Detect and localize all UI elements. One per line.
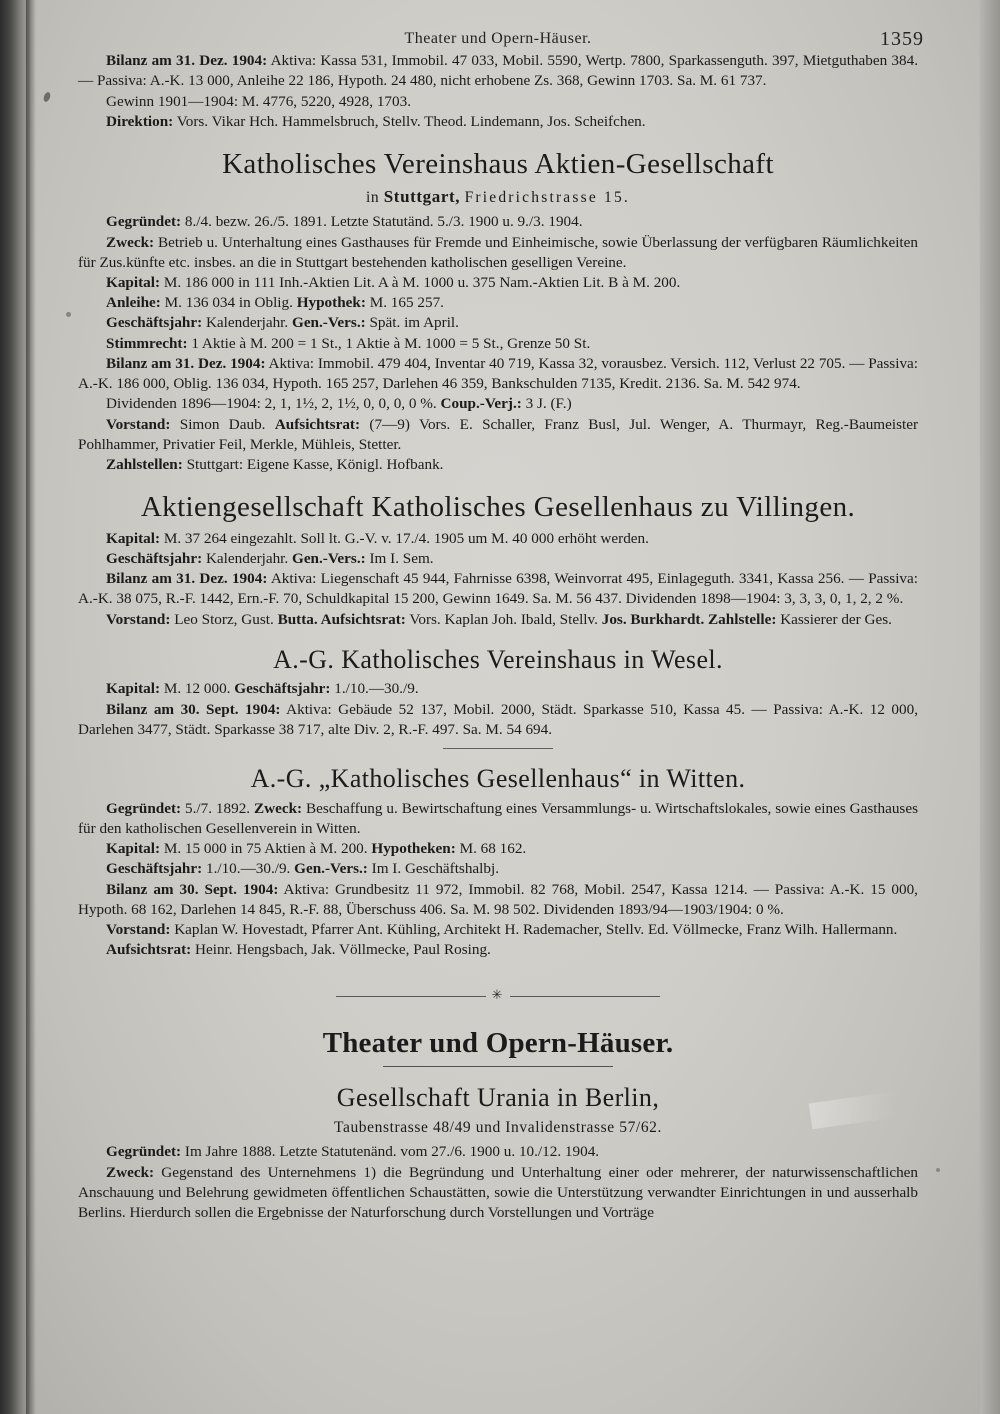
entry-line: Kapital: M. 12 000. Geschäftsjahr: 1./10.—30./9. — [106, 680, 419, 698]
page-number: 1359 — [880, 28, 924, 50]
entry-line: Zahlstellen: Stuttgart: Eigene Kasse, Königl. Hofbank. — [106, 455, 444, 473]
entry-line: Kapital: M. 186 000 in 111 Inh.-Aktien Lit. A à M. 1000 u. 375 Nam.-Aktien Lit. B à M. 200. — [106, 273, 681, 291]
company-title: Aktiengesellschaft Katholisches Gesellenhaus zu Villingen. — [140, 491, 856, 524]
ornament-glyph: ✳ — [491, 987, 505, 1003]
entry-line: Geschäftsjahr: 1./10.—30./9. Gen.-Vers.: Im I. Geschäftshalbj. — [106, 860, 500, 878]
company-title: Katholisches Vereinshaus Aktien-Gesellschaft — [222, 148, 774, 181]
entry-katholisches-vereinshaus-stuttgart — [78, 145, 918, 475]
company-title: Gesellschaft Urania in Berlin, — [336, 1083, 660, 1113]
running-head-title: Theater und Opern-Häuser. — [404, 30, 592, 47]
entry-line: Gegründet: 5./7. 1892. Zweck: Beschaffung u. Bewirtschaftung eines Versammlungs- u. Wirtschaftslokales, sowie eines Gasthauses für den katholischen Gesellenverein in Witten. — [78, 799, 918, 837]
ornament-rule-left — [336, 996, 486, 997]
entry-line: Bilanz am 30. Sept. 1904: Aktiva: Grundbesitz 11 972, Immobil. 82 768, Mobil. 2547, Kassa 1214. — Passiva: A.-K. 15 000, Hypoth. 68 162, Darlehen 14 845, R.-F. 88, Überschuss 406. Sa. M. 98 502. Dividenden 1893/94—1903/1904: 0 %. — [78, 880, 918, 918]
entry-line: Kapital: M. 15 000 in 75 Aktien à M. 200. Hypotheken: M. 68 162. — [106, 840, 527, 858]
entry-line: Gegründet: 8./4. bezw. 26./5. 1891. Letzte Statutänd. 5./3. 1900 u. 9./3. 1904. — [106, 213, 583, 231]
entry-line: Bilanz am 31. Dez. 1904: Aktiva: Kassa 531, Immobil. 47 033, Mobil. 5590, Wertp. 7800, Sparkassenguth. 397, Mietguthaben 384. — Passiva: A.-K. 13 000, Anleihe 22 186, Hypoth. 24 480, nicht erhobene Zs. 368, Gewinn 1703. Sa. M. 61 737. — [78, 52, 918, 90]
company-location — [78, 186, 918, 209]
entry-line: Direktion: Vors. Vikar Hch. Hammelsbruch, Stellv. Theod. Lindemann, Jos. Scheifchen. — [106, 112, 646, 130]
entry-gesellschaft-urania-berlin — [78, 1081, 918, 1223]
location-street: Friedrichstrasse 15. — [464, 188, 630, 206]
page-edge-shadow — [978, 0, 1000, 1414]
entry-line: Aufsichtsrat: Heinr. Hengsbach, Jak. Völlmecke, Paul Rosing. — [106, 941, 491, 959]
page-content — [78, 28, 924, 1223]
entry-line: Gegründet: Im Jahre 1888. Letzte Statutenänd. vom 27./6. 1900 u. 10./12. 1904. — [106, 1143, 600, 1161]
entry-line: Bilanz am 31. Dez. 1904: Aktiva: Liegenschaft 45 944, Fahrnisse 6398, Weinvorrat 495, Einlageguth. 3341, Kassa 256. — Passiva: A.-K. 38 075, R.-F. 1442, Ern.-F. 70, Schuldkapital 15 200, Gewinn 1649. Sa. M. 56 437. Dividenden 1898—1904: 3, 3, 3, 0, 1, 2, 2 %. — [78, 570, 918, 608]
entry-line: Vorstand: Leo Storz, Gust. Butta. Aufsichtsrat: Vors. Kaplan Joh. Ibald, Stellv. Jos. Burkhardt. Zahlstelle: Kassierer der Ges. — [106, 610, 892, 628]
entry-line: Vorstand: Kaplan W. Hovestadt, Pfarrer Ant. Kühling, Architekt H. Rademacher, Stellv. Ed. Völlmecke, Franz Wilh. Hallermann. — [106, 920, 898, 938]
section-heading: Theater und Opern-Häuser. — [322, 1026, 674, 1059]
entry-katholisches-gesellenhaus-villingen — [78, 488, 918, 630]
running-head — [78, 28, 924, 50]
entry-line: Stimmrecht: 1 Aktie à M. 200 = 1 St., 1 Aktie à M. 1000 = 5 St., Grenze 50 St. — [106, 334, 591, 352]
location-city: Stuttgart, — [383, 186, 461, 206]
entry-line: Geschäftsjahr: Kalenderjahr. Gen.-Vers.: Im I. Sem. — [106, 549, 434, 567]
entry-line: Dividenden 1896—1904: 2, 1, 1½, 2, 1½, 0, 0, 0, 0 %. Coup.-Verj.: 3 J. (F.) — [106, 395, 572, 413]
company-title: A.-G. „Katholisches Gesellenhaus“ in Witten. — [250, 764, 746, 794]
section-underline — [383, 1066, 613, 1067]
entry-line: Anleihe: M. 136 034 in Oblig. Hypothek: M. 165 257. — [106, 294, 444, 312]
entry-line: Geschäftsjahr: Kalenderjahr. Gen.-Vers.: Spät. im April. — [106, 314, 459, 332]
entry-line: Zweck: Gegenstand des Unternehmens 1) die Begründung und Unterhaltung einer oder mehrerer, der naturwissenschaftlichen Anschauung und Belehrung gewidmeten öffentlichen Schaustätten, sowie die Unterstützung verwandter Einrichtungen in und ausserhalb Berlins. Hierdurch sollen die Ergebnisse der Naturforschung durch Vorstellungen und Vorträge — [78, 1163, 918, 1222]
entry-top-continuation — [78, 51, 918, 132]
entry-line: Kapital: M. 37 264 eingezahlt. Soll lt. G.-V. v. 17./4. 1905 um M. 40 000 erhöht werden. — [106, 529, 649, 547]
company-address: Taubenstrasse 48/49 und Invalidenstrasse 57/62. — [333, 1118, 662, 1136]
entry-line: Bilanz am 31. Dez. 1904: Aktiva: Immobil. 479 404, Inventar 40 719, Kassa 32, vorausbez. Versich. 112, Verlust 22 705. — Passiva: A.-K. 186 000, Oblig. 136 034, Hypoth. 165 257, Darlehen 46 359, Bankschulden 7135, Kredit. 2136. Sa. M. 542 974. — [78, 354, 918, 393]
entry-line: Gewinn 1901—1904: M. 4776, 5220, 4928, 1703. — [106, 92, 412, 110]
entry-katholisches-gesellenhaus-witten — [78, 762, 918, 960]
section-ornament — [78, 986, 918, 1003]
entry-line: Vorstand: Simon Daub. Aufsichtsrat: (7—9) Vors. E. Schaller, Franz Busl, Jul. Wenger, A. Thurmayr, Reg.-Baumeister Pohlhammer, Privatier Feil, Merkle, Mühleis, Stetter. — [78, 415, 918, 453]
location-prefix: in — [366, 188, 384, 206]
entry-katholisches-vereinshaus-wesel — [78, 643, 918, 749]
entry-line: Bilanz am 30. Sept. 1904: Aktiva: Gebäude 52 137, Mobil. 2000, Städt. Sparkasse 510, Kassa 45. — Passiva: A.-K. 12 000, Darlehen 3477, Städt. Sparkasse 38 717, alte Div. 2, R.-F. 497. Sa. M. 54 694. — [78, 700, 918, 738]
entry-line: Zweck: Betrieb u. Unterhaltung eines Gasthauses für Fremde und Einheimische, sowie Überlassung der verfügbaren Räumlichkeiten für Zus.künfte etc. insbes. an die in Stuttgart bestehenden katholischen geselligen Vereine. — [78, 233, 918, 271]
company-title: A.-G. Katholisches Vereinshaus in Wesel. — [273, 644, 723, 674]
book-gutter-shadow — [26, 0, 36, 1414]
ornament-rule-right — [510, 996, 660, 997]
entry-divider — [443, 748, 553, 749]
